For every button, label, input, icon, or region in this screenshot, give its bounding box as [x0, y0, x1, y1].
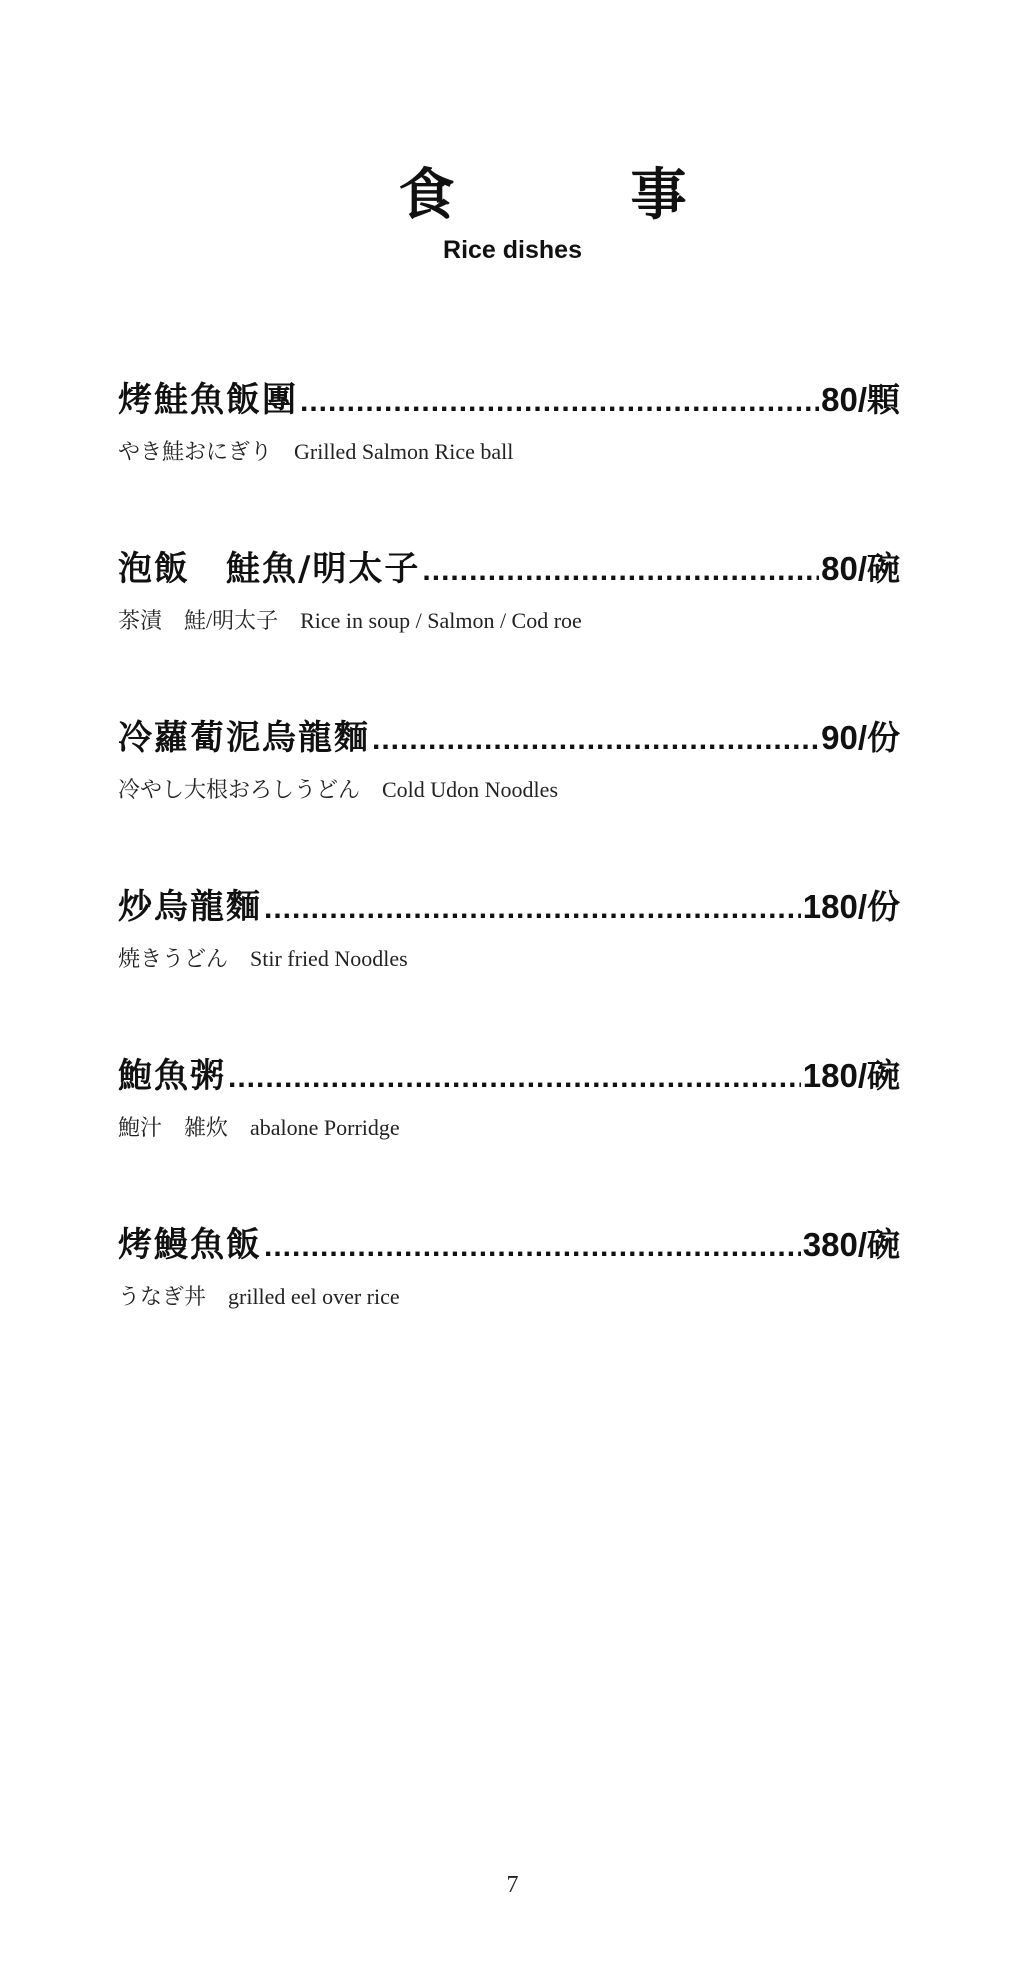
menu-item-price: 90/份: [821, 719, 900, 756]
menu-item-stir-fried-noodles: [118, 879, 900, 1048]
dot-leader: [228, 1050, 801, 1106]
dot-leader: [264, 881, 801, 937]
menu-item-price: 80/碗: [821, 550, 900, 587]
dot-leader: [264, 1219, 801, 1275]
menu-item-description: 茶漬 鮭/明太子 Rice in soup / Salmon / Cod roe: [118, 608, 582, 633]
menu-item-line: [118, 541, 900, 597]
menu-item-name: 鮑魚粥: [118, 1056, 226, 1096]
dot-leader: [300, 374, 819, 430]
menu-item-line: [118, 1217, 900, 1273]
menu-item-description: 鮑汁 雑炊 abalone Porridge: [118, 1115, 400, 1140]
menu-item-line: [118, 879, 900, 935]
menu-list: [118, 372, 900, 1386]
dot-leader: [372, 712, 819, 768]
page-number: 7: [506, 1872, 519, 1898]
dot-leader: [422, 543, 819, 599]
menu-item-line: [118, 710, 900, 766]
menu-item-line: [118, 1048, 900, 1104]
page-title: 食 事: [398, 162, 747, 228]
menu-item-description: 冷やし大根おろしうどん Cold Udon Noodles: [118, 777, 559, 802]
menu-item-name: 冷蘿蔔泥烏龍麵: [118, 718, 370, 758]
menu-item-cold-udon-noodles: [118, 710, 900, 879]
page-subtitle: Rice dishes: [443, 236, 582, 264]
menu-item-grilled-eel-over-rice: [118, 1217, 900, 1386]
menu-item-description: うなぎ丼 grilled eel over rice: [118, 1284, 400, 1309]
menu-item-description: 焼きうどん Stir fried Noodles: [118, 946, 408, 971]
menu-item-name: 泡飯 鮭魚/明太子: [118, 549, 421, 589]
menu-item-name: 炒烏龍麵: [118, 887, 262, 927]
menu-item-price: 180/份: [802, 888, 900, 925]
menu-item-price: 180/碗: [802, 1057, 900, 1094]
menu-item-line: [118, 372, 900, 428]
menu-item-description: やき鮭おにぎり Grilled Salmon Rice ball: [118, 439, 514, 464]
menu-item-rice-in-soup: [118, 541, 900, 710]
menu-item-grilled-salmon-rice-ball: [118, 372, 900, 541]
menu-item-name: 烤鮭魚飯團: [118, 380, 298, 420]
menu-item-price: 80/顆: [821, 381, 900, 418]
menu-item-abalone-porridge: [118, 1048, 900, 1217]
menu-item-price: 380/碗: [802, 1226, 900, 1263]
menu-item-name: 烤鰻魚飯: [118, 1225, 262, 1265]
